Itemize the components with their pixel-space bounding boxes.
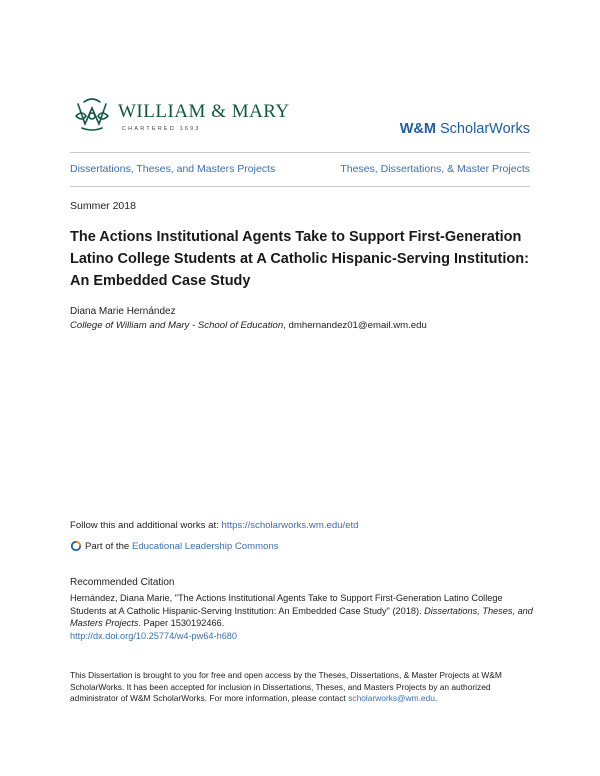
scholarworks-brand-bold: W&M [399, 121, 436, 137]
citation-body [70, 592, 540, 642]
scholarworks-brand[interactable] [400, 121, 530, 137]
scholarworks-brand-rest: ScholarWorks [435, 121, 530, 137]
citation-text-2: . Paper 1530192466. [138, 618, 225, 629]
collection-link-right[interactable]: Theses, Dissertations, & Master Projects [340, 163, 530, 175]
cypher-icon [72, 94, 112, 134]
publication-date: Summer 2018 [70, 200, 136, 212]
follow-line [70, 520, 359, 531]
footer-notice [70, 670, 540, 705]
citation-text-1: Hernández, Diana Marie, "The Actions Institutional Agents Take to Support First-Generation Latino College Students at A Catholic Hispanic-Serving Institution: An Embedded Case Study" (2018). [70, 593, 503, 616]
nav-divider [70, 186, 530, 187]
collection-link-left[interactable]: Dissertations, Theses, and Masters Projects [70, 163, 276, 175]
citation-heading: Recommended Citation [70, 577, 175, 588]
author-affiliation [70, 320, 427, 331]
author-email: , dmhernandez01@email.wm.edu [283, 320, 427, 331]
open-access-icon [70, 540, 82, 552]
doi-link[interactable]: http://dx.doi.org/10.25774/w4-pw64-h680 [70, 630, 238, 641]
citation-series: Dissertations, Theses, and Masters Projects [70, 605, 533, 629]
part-of-line [70, 540, 279, 552]
footer-text: This Dissertation is brought to you for free and open access by the Theses, Dissertations, & Master Projects at W&M ScholarWorks. It has been accepted for inclusion in Dissertations, Theses, and Masters Projects by an authorized administrator of W&M ScholarWorks. For more information, please contact [70, 670, 502, 703]
follow-text: Follow this and additional works at: [70, 520, 222, 531]
author-name: Diana Marie Hernández [70, 306, 176, 317]
contact-email-link[interactable]: scholarworks@wm.edu [348, 693, 435, 703]
document-title: The Actions Institutional Agents Take to Support First-Generation Latino College Students at A Catholic Hispanic-Serving Institution: An Embedded Case Study [70, 229, 529, 289]
footer-end: . [434, 693, 438, 703]
william-mary-logo[interactable] [72, 94, 292, 140]
commons-link[interactable]: Educational Leadership Commons [131, 541, 279, 552]
logo-wordmark: WILLIAM & MARY [118, 101, 290, 122]
affiliation-text: College of William and Mary - School of Education [70, 320, 284, 331]
part-of-text: Part of the [85, 541, 132, 552]
logo-tagline: CHARTERED 1693 [122, 126, 201, 132]
etd-url-link[interactable]: https://scholarworks.wm.edu/etd [221, 520, 359, 531]
top-divider [70, 152, 530, 153]
